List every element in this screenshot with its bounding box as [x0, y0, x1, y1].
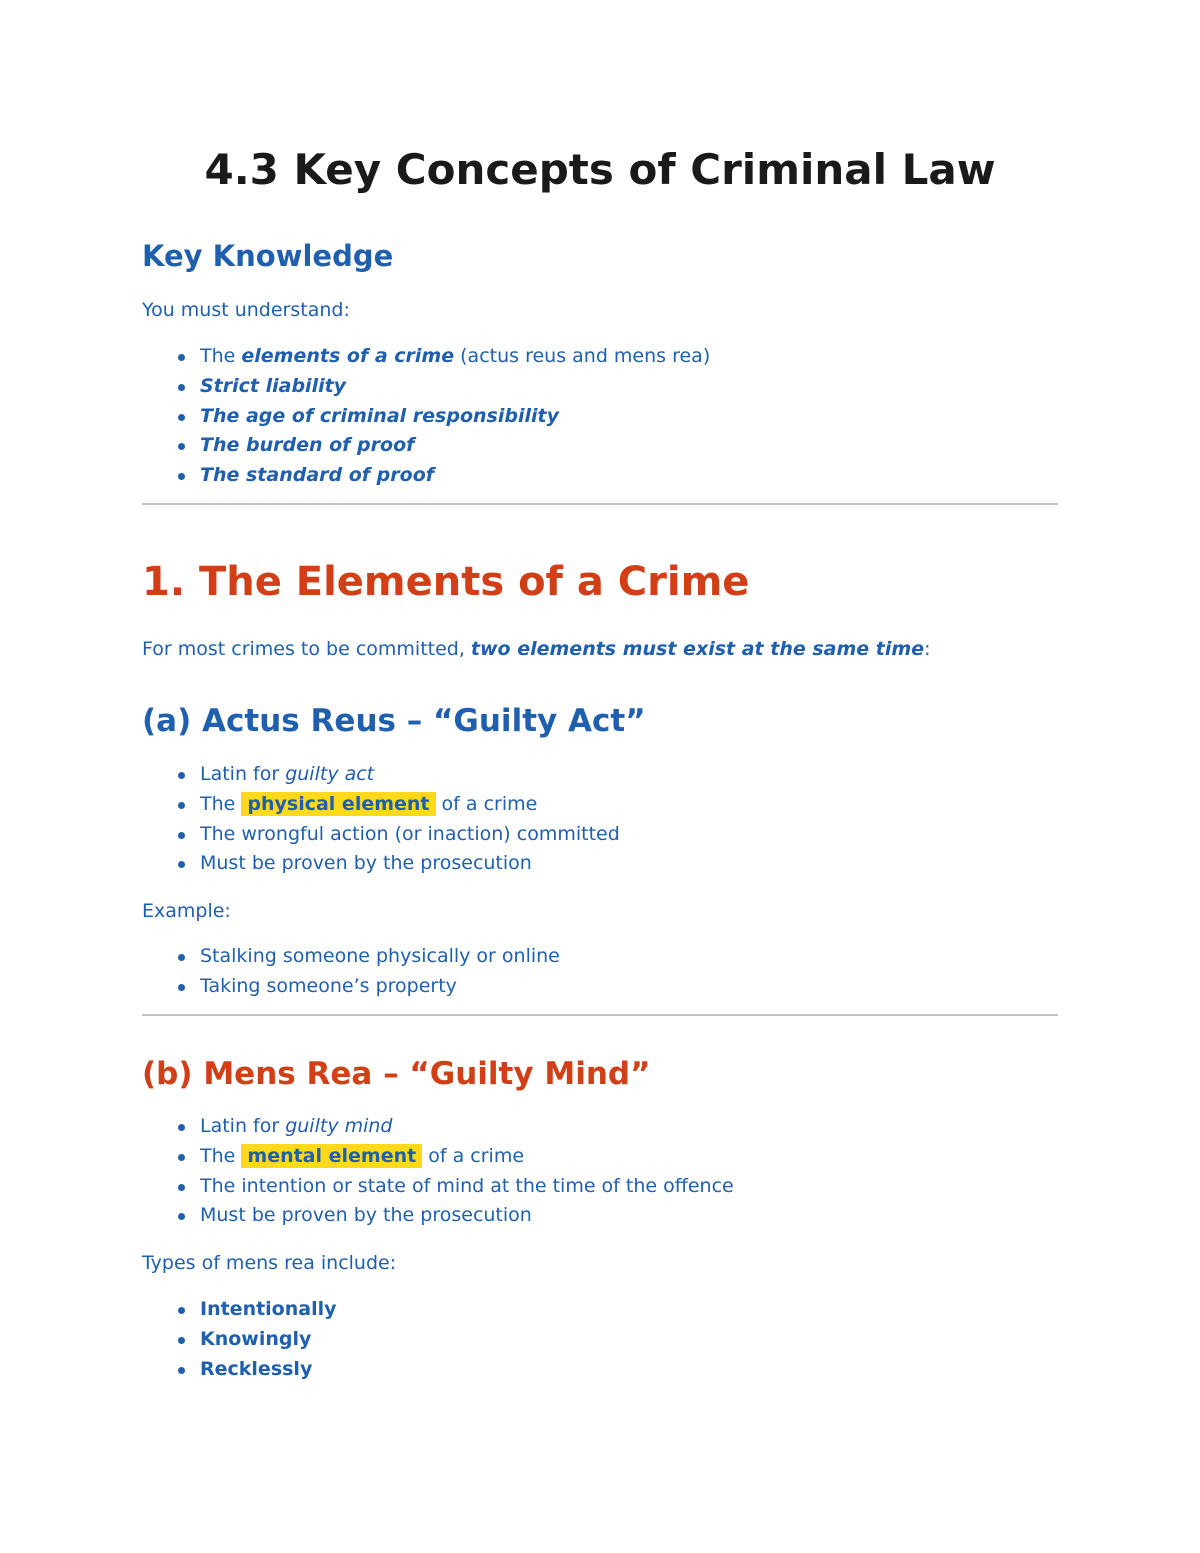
bullet-icon	[178, 354, 185, 361]
types-list	[174, 1295, 337, 1384]
mens-rea-list	[174, 1112, 734, 1231]
highlighted-term: mental element	[241, 1144, 422, 1168]
actus-reus-heading: (a) Actus Reus – “Guilty Act”	[142, 703, 646, 739]
bullet-icon	[178, 772, 185, 779]
list-item: The elements of a crime (actus reus and mens rea)	[174, 342, 710, 372]
bullet-icon	[178, 384, 185, 391]
section-1-intro: For most crimes to be committed, two elements must exist at the same time:	[142, 638, 931, 660]
bullet-icon	[178, 1307, 185, 1314]
highlighted-term: physical element	[241, 792, 435, 816]
section-1-heading: 1. The Elements of a Crime	[142, 559, 750, 605]
bullet-icon	[178, 1337, 185, 1344]
types-label: Types of mens rea include:	[142, 1252, 397, 1274]
bullet-icon	[178, 1154, 185, 1161]
bullet-icon	[178, 861, 185, 868]
example-label: Example:	[142, 900, 231, 922]
bullet-icon	[178, 984, 185, 991]
list-item: The physical element of a crime	[174, 790, 620, 820]
list-item: Stalking someone physically or online	[174, 942, 560, 972]
list-item: Intentionally	[174, 1295, 337, 1325]
list-item: Latin for guilty mind	[174, 1112, 734, 1142]
list-item: Knowingly	[174, 1325, 337, 1355]
list-item: The wrongful action (or inaction) committed	[174, 820, 620, 850]
key-knowledge-intro: You must understand:	[142, 299, 350, 321]
section-divider	[142, 503, 1058, 505]
bullet-icon	[178, 1213, 185, 1220]
list-item: The intention or state of mind at the time of the offence	[174, 1172, 734, 1202]
list-item: Recklessly	[174, 1355, 337, 1385]
bullet-icon	[178, 473, 185, 480]
mens-rea-heading: (b) Mens Rea – “Guilty Mind”	[142, 1056, 651, 1092]
list-item: Taking someone’s property	[174, 972, 560, 1002]
list-item: The standard of proof	[174, 461, 710, 491]
page-title: 4.3 Key Concepts of Criminal Law	[204, 145, 996, 194]
example-list	[174, 942, 560, 1002]
list-item: Latin for guilty act	[174, 760, 620, 790]
list-item: Strict liability	[174, 372, 710, 402]
section-divider	[142, 1014, 1058, 1016]
bullet-icon	[178, 954, 185, 961]
bullet-icon	[178, 443, 185, 450]
bullet-icon	[178, 1367, 185, 1374]
list-item: The mental element of a crime	[174, 1142, 734, 1172]
bullet-icon	[178, 1124, 185, 1131]
bullet-icon	[178, 1184, 185, 1191]
list-item: Must be proven by the prosecution	[174, 849, 620, 879]
key-knowledge-list	[174, 342, 710, 491]
actus-reus-list	[174, 760, 620, 879]
list-item: Must be proven by the prosecution	[174, 1201, 734, 1231]
list-item: The age of criminal responsibility	[174, 402, 710, 432]
list-item: The burden of proof	[174, 431, 710, 461]
bullet-icon	[178, 832, 185, 839]
bullet-icon	[178, 414, 185, 421]
bullet-icon	[178, 802, 185, 809]
key-knowledge-heading: Key Knowledge	[142, 239, 394, 273]
